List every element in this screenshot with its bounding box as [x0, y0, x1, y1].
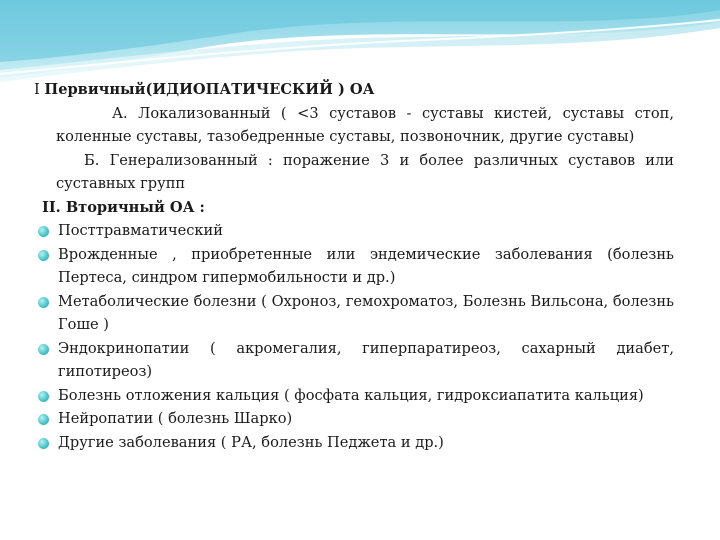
list-item — [34, 337, 674, 384]
bullet-icon — [38, 414, 49, 425]
list-item-text: Другие заболевания ( РА, болезнь Педжета и др.) — [58, 433, 444, 451]
list-item-text: Метаболические болезни ( Охроноз, гемохроматоз, Болезнь Вильсона, болезнь Гоше ) — [58, 292, 674, 333]
list-item-text: Врожденные , приобретенные или эндемические заболевания (болезнь Пертеса, синдром гипермобильности и др.) — [58, 245, 674, 286]
section1-numeral: I — [34, 81, 40, 98]
list-item-text: Болезнь отложения кальция ( фосфата кальция, гидроксиапатита кальция) — [58, 386, 644, 404]
list-item-text: Посттравматический — [58, 222, 223, 239]
list-item — [34, 384, 674, 408]
list-item — [34, 407, 674, 431]
bullet-icon — [38, 297, 49, 308]
list-item — [34, 431, 674, 455]
list-item-text: Эндокринопатии ( акромегалия, гиперпаратиреоз, сахарный диабет, гипотиреоз) — [58, 339, 674, 380]
bullet-icon — [38, 250, 49, 261]
bullet-icon — [38, 344, 49, 355]
bullet-icon — [38, 438, 49, 449]
slide-content — [34, 78, 674, 454]
list-item — [34, 219, 674, 243]
section1-item-a: А. Локализованный ( <3 суставов - суставы кистей, суставы стоп, коленные суставы, тазобедренные суставы, позвоночник, другие суставы) — [56, 104, 674, 145]
header-wave-decoration — [0, 0, 720, 90]
section1-title: Первичный(ИДИОПАТИЧЕСКИЙ ) ОА — [44, 81, 375, 98]
bullet-icon — [38, 226, 49, 237]
list-item-text: Нейропатии ( болезнь Шарко) — [58, 410, 293, 427]
list-item — [34, 243, 674, 290]
section2-list — [34, 219, 674, 454]
section1-item-b: Б. Генерализованный : поражение 3 и более различных суставов или суставных групп — [56, 151, 674, 192]
section2-heading: II. Вторичный ОА : — [42, 198, 205, 216]
list-item — [34, 290, 674, 337]
bullet-icon — [38, 391, 49, 402]
section1-heading — [34, 78, 674, 102]
